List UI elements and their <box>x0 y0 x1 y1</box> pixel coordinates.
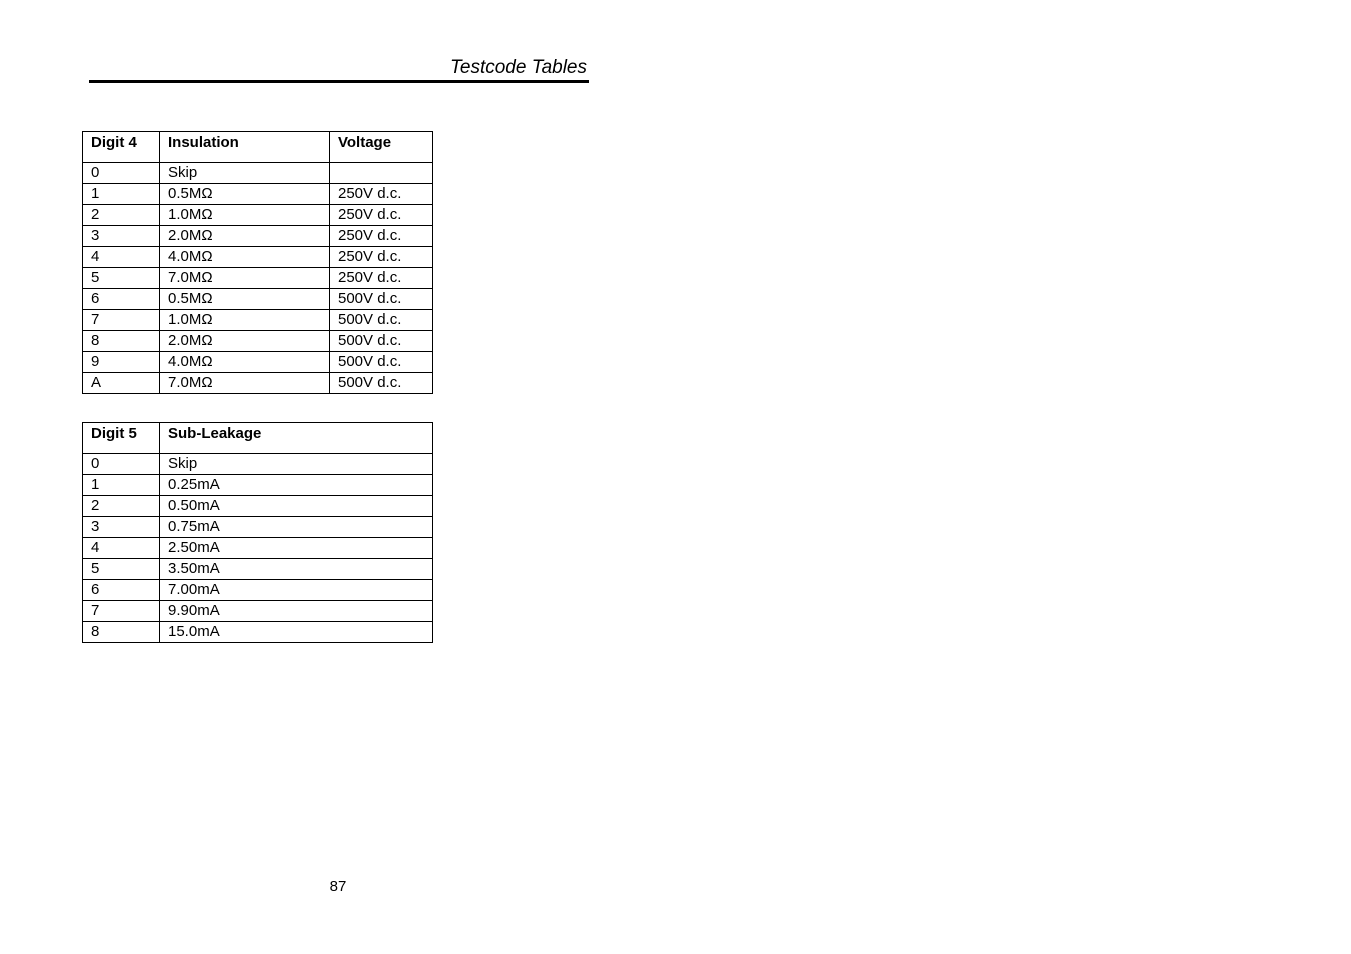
digit-cell: 4 <box>83 247 160 268</box>
table-header-row <box>83 132 433 163</box>
digit-cell: 7 <box>83 601 160 622</box>
digit-cell: 2 <box>83 205 160 226</box>
table-row <box>83 331 433 352</box>
table-row <box>83 184 433 205</box>
insulation-cell: 0.5MΩ <box>160 289 330 310</box>
digit-cell: 2 <box>83 496 160 517</box>
voltage-cell: 500V d.c. <box>330 373 433 394</box>
column-header-digit4: Digit 4 <box>83 132 160 163</box>
table-row <box>83 517 433 538</box>
insulation-cell: 2.0MΩ <box>160 226 330 247</box>
table-row <box>83 475 433 496</box>
page-number: 87 <box>329 878 347 895</box>
digit-cell: A <box>83 373 160 394</box>
digit-cell: 9 <box>83 352 160 373</box>
voltage-cell <box>330 163 433 184</box>
header-rule <box>89 80 589 83</box>
sub-leakage-cell: Skip <box>160 454 433 475</box>
insulation-cell: 0.5MΩ <box>160 184 330 205</box>
column-header-insulation: Insulation <box>160 132 330 163</box>
sub-leakage-cell: 0.25mA <box>160 475 433 496</box>
voltage-cell: 250V d.c. <box>330 226 433 247</box>
digit-cell: 4 <box>83 538 160 559</box>
digit-cell: 7 <box>83 310 160 331</box>
table-row <box>83 373 433 394</box>
insulation-cell: 7.0MΩ <box>160 373 330 394</box>
insulation-cell: 4.0MΩ <box>160 352 330 373</box>
digit4-insulation-table <box>82 131 433 394</box>
voltage-cell: 500V d.c. <box>330 331 433 352</box>
digit-cell: 1 <box>83 475 160 496</box>
sub-leakage-cell: 0.50mA <box>160 496 433 517</box>
sub-leakage-cell: 7.00mA <box>160 580 433 601</box>
table-row <box>83 496 433 517</box>
voltage-cell: 500V d.c. <box>330 352 433 373</box>
voltage-cell: 250V d.c. <box>330 205 433 226</box>
column-header-voltage: Voltage <box>330 132 433 163</box>
table-row <box>83 580 433 601</box>
voltage-cell: 500V d.c. <box>330 289 433 310</box>
table-row <box>83 622 433 643</box>
voltage-cell: 250V d.c. <box>330 247 433 268</box>
insulation-cell: 1.0MΩ <box>160 310 330 331</box>
voltage-cell: 250V d.c. <box>330 268 433 289</box>
insulation-cell: 1.0MΩ <box>160 205 330 226</box>
table-header-row <box>83 423 433 454</box>
digit-cell: 0 <box>83 163 160 184</box>
voltage-cell: 500V d.c. <box>330 310 433 331</box>
table-row <box>83 163 433 184</box>
insulation-cell: 2.0MΩ <box>160 331 330 352</box>
sub-leakage-cell: 3.50mA <box>160 559 433 580</box>
digit-cell: 8 <box>83 622 160 643</box>
digit-cell: 6 <box>83 289 160 310</box>
sub-leakage-cell: 0.75mA <box>160 517 433 538</box>
table-row <box>83 247 433 268</box>
digit-cell: 3 <box>83 226 160 247</box>
table-row <box>83 205 433 226</box>
table-row <box>83 226 433 247</box>
sub-leakage-cell: 2.50mA <box>160 538 433 559</box>
table-row <box>83 310 433 331</box>
table-row <box>83 268 433 289</box>
digit5-sub-leakage-table <box>82 422 433 643</box>
insulation-cell: 4.0MΩ <box>160 247 330 268</box>
voltage-cell: 250V d.c. <box>330 184 433 205</box>
digit-cell: 8 <box>83 331 160 352</box>
table-row <box>83 352 433 373</box>
digit-cell: 3 <box>83 517 160 538</box>
digit-cell: 0 <box>83 454 160 475</box>
digit-cell: 5 <box>83 268 160 289</box>
page-header-title: Testcode Tables <box>450 57 587 78</box>
sub-leakage-cell: 15.0mA <box>160 622 433 643</box>
insulation-cell: 7.0MΩ <box>160 268 330 289</box>
digit-cell: 5 <box>83 559 160 580</box>
digit-cell: 1 <box>83 184 160 205</box>
sub-leakage-cell: 9.90mA <box>160 601 433 622</box>
column-header-sub-leakage: Sub-Leakage <box>160 423 433 454</box>
table-row <box>83 601 433 622</box>
table-row <box>83 454 433 475</box>
digit-cell: 6 <box>83 580 160 601</box>
column-header-digit5: Digit 5 <box>83 423 160 454</box>
table-row <box>83 559 433 580</box>
table-row <box>83 289 433 310</box>
insulation-cell: Skip <box>160 163 330 184</box>
table-row <box>83 538 433 559</box>
